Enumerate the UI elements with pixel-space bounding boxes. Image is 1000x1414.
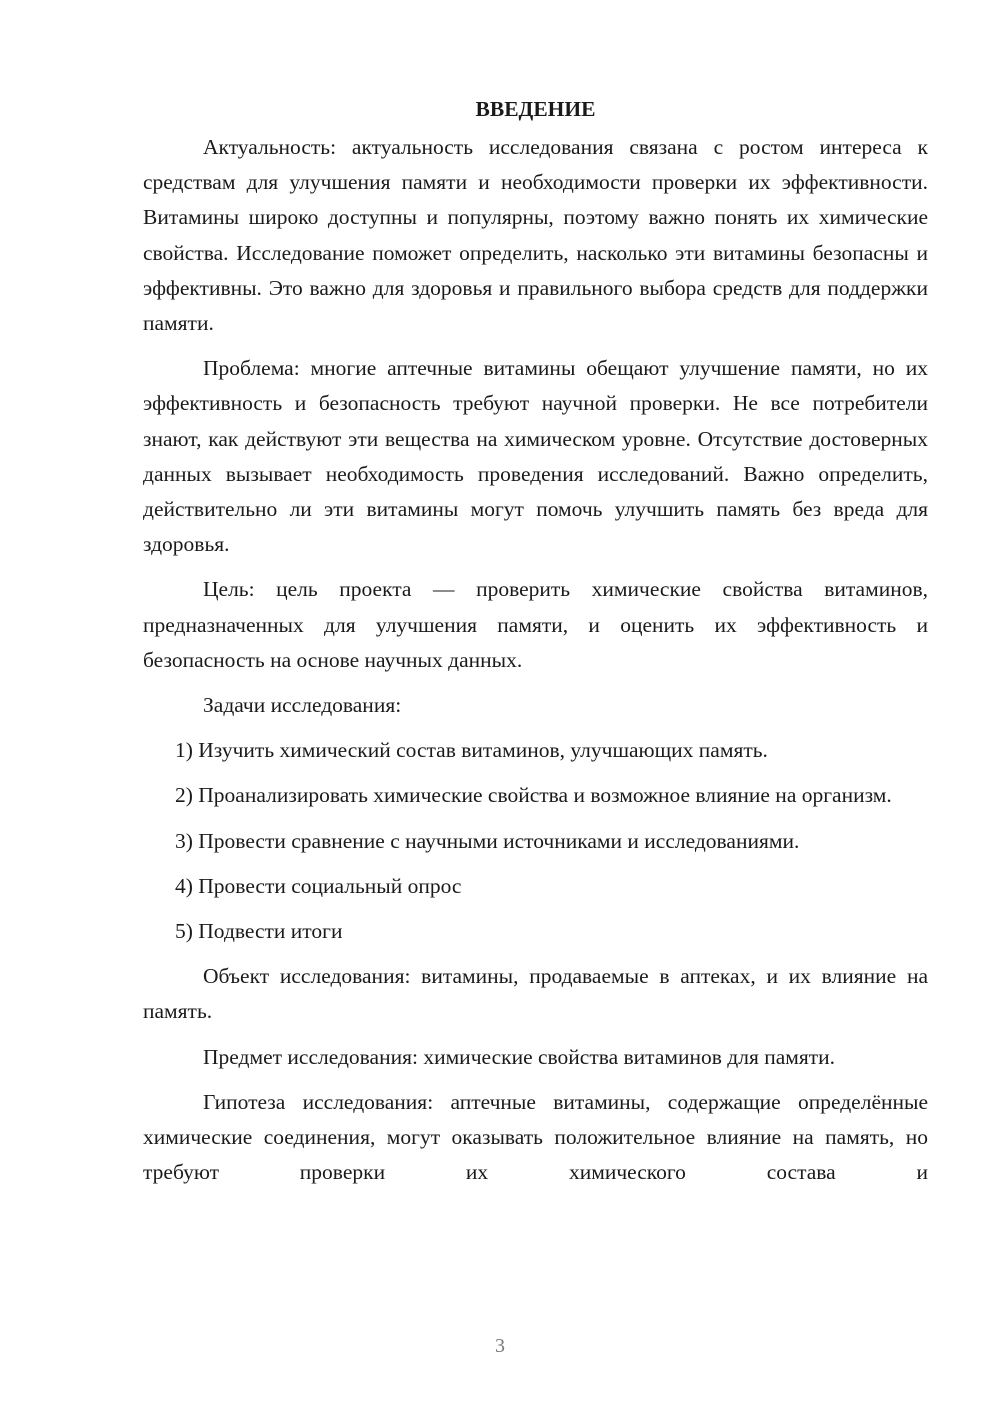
paragraph-hypothesis: Гипотеза исследования: аптечные витамины, содержащие определённые химические соединения, могут оказывать положительное влияние на память, но требуют проверки их химического состава и — [143, 1089, 928, 1185]
task-item-1: 1) Изучить химический состав витаминов, улучшающих память. — [175, 738, 768, 763]
paragraph-goal: Цель: цель проекта — проверить химические свойства витаминов, предназначенных для улучшения памяти, и оценить их эффективность и безопасность на основе научных данных. — [143, 577, 928, 672]
task-item-5: 5) Подвести итоги — [175, 919, 343, 944]
paragraph-tasks-heading: Задачи исследования: — [203, 693, 402, 718]
section-title: ВВЕДЕНИЕ — [475, 97, 596, 121]
paragraph-subject: Предмет исследования: химические свойства витаминов для памяти. — [203, 1044, 836, 1069]
task-item-4: 4) Провести социальный опрос — [175, 873, 462, 898]
task-item-2: 2) Проанализировать химические свойства и возможное влияние на организм. — [175, 783, 892, 808]
paragraph-object: Объект исследования: витамины, продаваемые в аптеках, и их влияние на память. — [143, 964, 928, 1024]
paragraph-relevance: Актуальность: актуальность исследования связана с ростом интереса к средствам для улучшения памяти и необходимости проверки их эффективности. Витамины широко доступны и популярны, поэтому важно понять их химические свойства. Исследование поможет определить, насколько эти витамины безопасны и эффективны. Это важно для здоровья и правильного выбора средств для поддержки памяти. — [143, 135, 928, 336]
page-number: 3 — [495, 1335, 505, 1357]
document-page — [143, 92, 928, 1200]
paragraph-problem: Проблема: многие аптечные витамины обещают улучшение памяти, но их эффективность и безопасность требуют научной проверки. Не все потребители знают, как действуют эти вещества на химическом уровне. Отсутствие достоверных данных вызывает необходимость проведения исследований. Важно определить, действительно ли эти витамины могут помочь улучшить память без вреда для здоровья. — [143, 356, 928, 557]
task-item-3: 3) Провести сравнение с научными источниками и исследованиями. — [175, 828, 800, 853]
